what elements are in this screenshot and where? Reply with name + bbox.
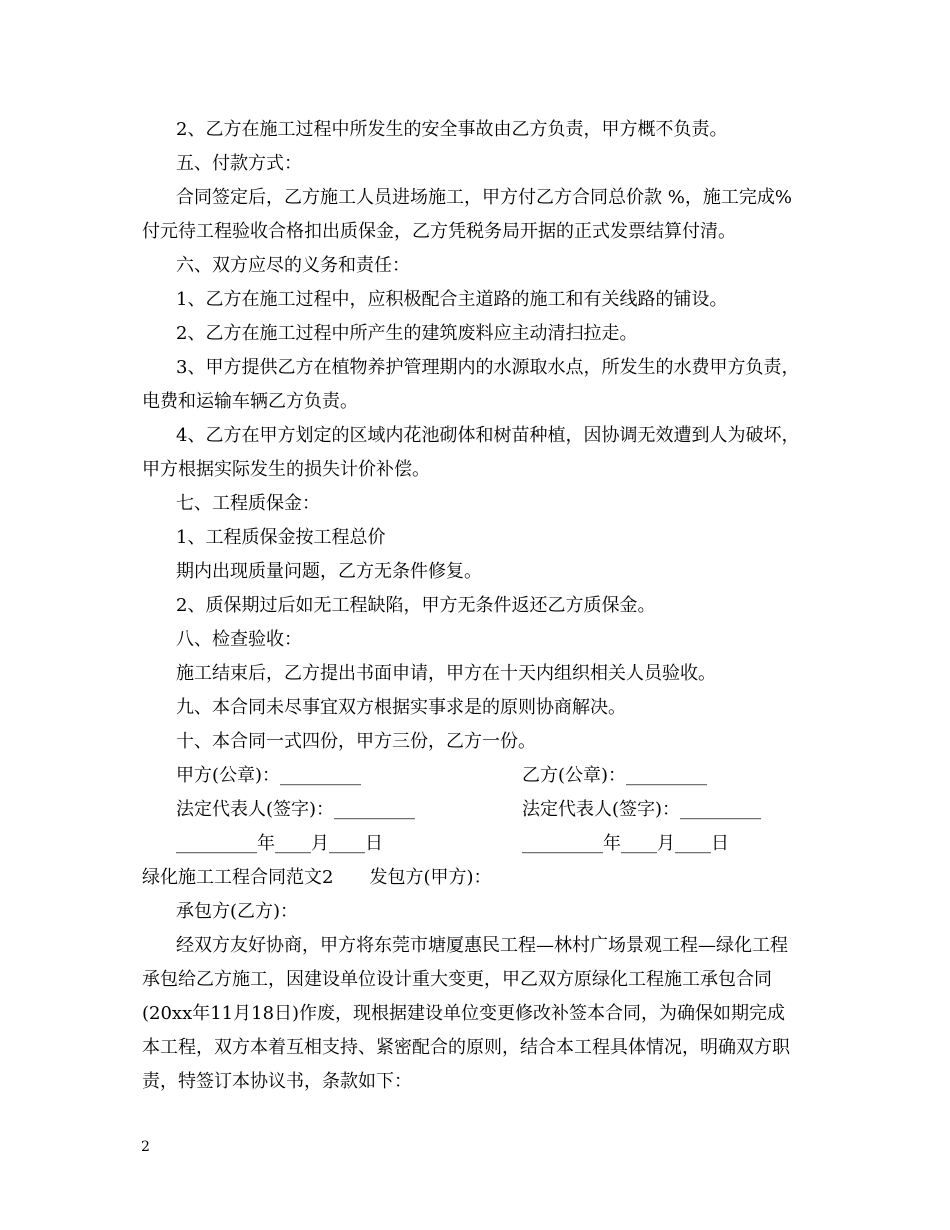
party-b-representative: 法定代表人(签字)：_________	[522, 799, 762, 820]
paragraph-line: 承包给乙方施工，因建设单位设计重大变更，甲乙双方原绿化工程施工承包合同	[142, 969, 772, 990]
section-heading: 六、双方应尽的义务和责任：	[176, 255, 410, 276]
clause-line: 甲方根据实际发生的损失计价补偿。	[142, 459, 430, 480]
clause-line: 电费和运输车辆乙方负责。	[142, 391, 358, 412]
clause-line: 2、乙方在施工过程中所产生的建筑废料应主动清扫拉走。	[176, 323, 638, 344]
clause-line: 十、本合同一式四份，甲方三份，乙方一份。	[176, 731, 536, 752]
clause-line: 1、乙方在施工过程中，应积极配合主道路的施工和有关线路的铺设。	[176, 289, 728, 310]
section-heading: 五、付款方式：	[176, 153, 302, 174]
contractor-label: 承包方(乙方)：	[176, 901, 299, 922]
section-heading: 七、工程质保金：	[176, 493, 320, 514]
clause-line: 期内出现质量问题，乙方无条件修复。	[176, 561, 482, 582]
clause-line: 施工结束后，乙方提出书面申请，甲方在十天内组织相关人员验收。	[176, 663, 716, 684]
section-heading: 八、检查验收：	[176, 629, 302, 650]
paragraph-line: (20xx年11月18日)作废，现根据建设单位变更修改补签本合同，为确保如期完成	[142, 1003, 786, 1024]
clause-line: 付元待工程验收合格扣出质保金，乙方凭税务局开据的正式发票结算付清。	[142, 221, 736, 242]
party-b-date: _________年____月____日	[522, 833, 729, 854]
paragraph-line: 责，特签订本协议书，条款如下：	[142, 1071, 412, 1092]
clause-line: 2、乙方在施工过程中所发生的安全事故由乙方负责，甲方概不负责。	[176, 119, 728, 140]
party-a-seal: 甲方(公章)：_________	[176, 765, 362, 786]
clause-line: 九、本合同未尽事宜双方根据实事求是的原则协商解决。	[176, 697, 626, 718]
clause-line: 合同签定后，乙方施工人员进场施工，甲方付乙方合同总价款 %，施工完成%	[176, 187, 792, 208]
paragraph-line: 本工程，双方本着互相支持、紧密配合的原则，结合本工程具体情况，明确双方职	[142, 1037, 790, 1058]
clause-line: 2、质保期过后如无工程缺陷，甲方无条件返还乙方质保金。	[176, 595, 656, 616]
clause-line: 3、甲方提供乙方在植物养护管理期内的水源取水点，所发生的水费甲方负责，	[176, 357, 800, 378]
party-a-representative: 法定代表人(签字)：_________	[176, 799, 416, 820]
page-number: 2	[141, 1139, 150, 1155]
paragraph-line: 经双方友好协商，甲方将东莞市塘厦惠民工程—林村广场景观工程—绿化工程	[176, 935, 788, 956]
party-a-date: _________年____月____日	[176, 833, 383, 854]
clause-line: 1、工程质保金按工程总价	[176, 527, 386, 548]
clause-line: 4、乙方在甲方划定的区域内花池砌体和树苗种植，因协调无效遭到人为破坏，	[176, 425, 800, 446]
party-b-seal: 乙方(公章)：_________	[522, 765, 708, 786]
second-contract-title: 绿化施工工程合同范文2 发包方(甲方)：	[142, 867, 492, 888]
